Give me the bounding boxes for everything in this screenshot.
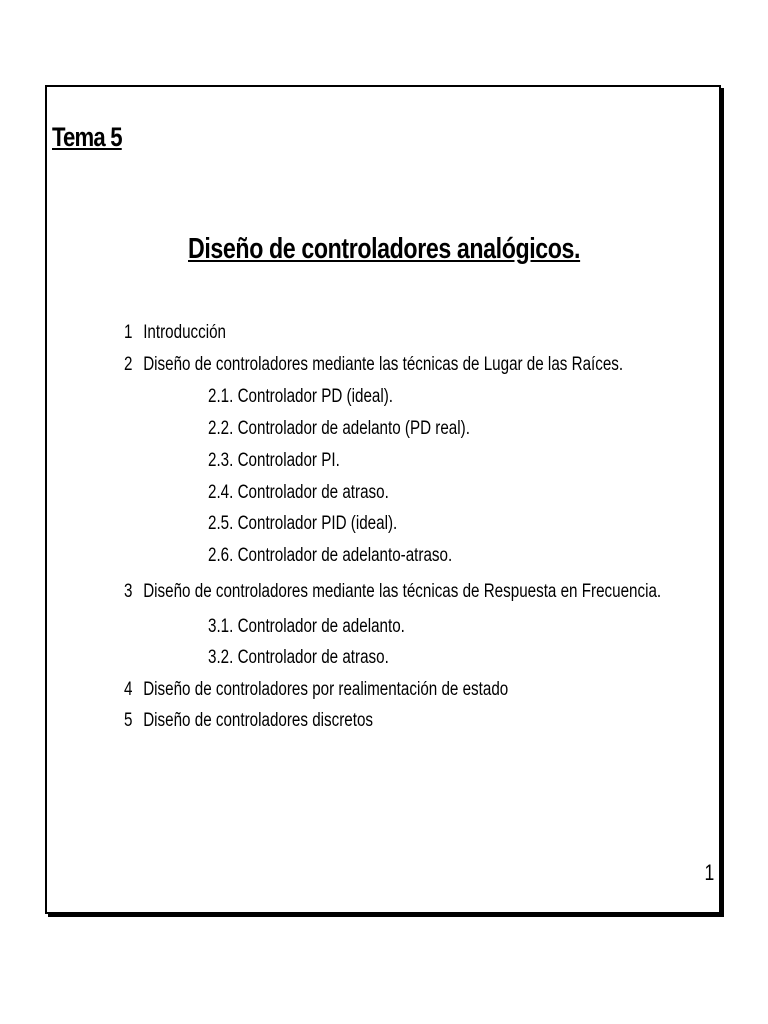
toc-item-text: Diseño de controladores mediante las técnicas de Lugar de las Raíces. [143, 354, 624, 375]
toc-subitem: 2.4. Controlador de atraso. [208, 482, 389, 503]
toc-subitem: 2.3. Controlador PI. [208, 450, 340, 471]
toc-item [124, 678, 508, 702]
toc-item-number: 5 [124, 710, 133, 731]
toc-subitem: 2.2. Controlador de adelanto (PD real). [208, 418, 470, 439]
toc-item [124, 580, 661, 604]
toc-subitem: 2.5. Controlador PID (ideal). [208, 513, 398, 534]
toc-item-number: 3 [124, 581, 133, 602]
toc-item [124, 353, 623, 377]
slide-title [0, 233, 768, 266]
toc-item-number: 2 [124, 354, 133, 375]
toc-subitem: 3.1. Controlador de adelanto. [208, 616, 405, 637]
toc-item [124, 321, 226, 345]
toc-item-number: 1 [124, 322, 133, 343]
toc-item-text: Diseño de controladores discretos [143, 710, 374, 731]
toc-item-text: Diseño de controladores mediante las técnicas de Respuesta en Frecuencia. [143, 581, 662, 602]
toc-subitem: 3.2. Controlador de atraso. [208, 647, 389, 668]
section-label: Tema 5 [52, 122, 122, 152]
toc-item [124, 709, 373, 733]
slide-title-text: Diseño de controladores analógicos. [187, 233, 581, 265]
toc-subitem: 2.6. Controlador de adelanto-atraso. [208, 545, 453, 566]
page-number: 1 [704, 860, 714, 885]
toc-item-text: Introducción [143, 322, 227, 343]
toc-item-text: Diseño de controladores por realimentación de estado [143, 679, 509, 700]
toc-item-number: 4 [124, 679, 133, 700]
toc-subitem: 2.1. Controlador PD (ideal). [208, 386, 394, 407]
